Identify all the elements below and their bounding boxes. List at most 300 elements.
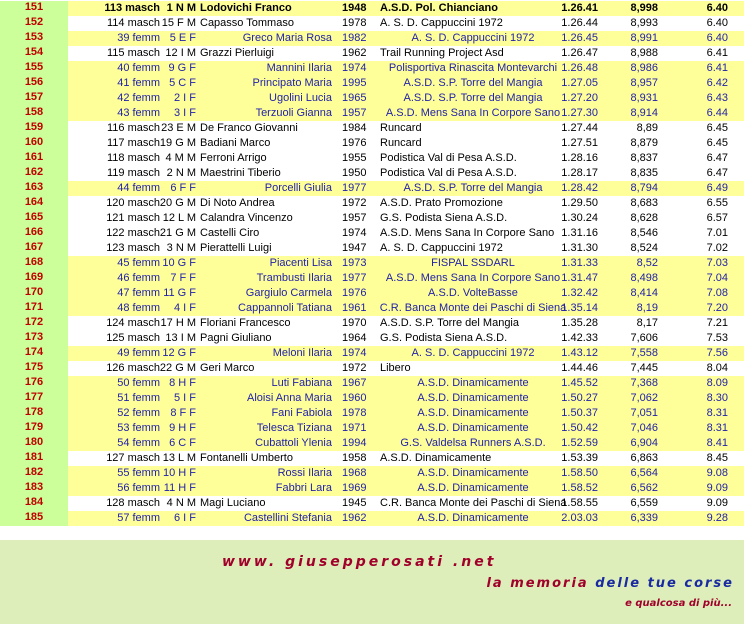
team-cell: A.S.D. Dinamicamente xyxy=(417,422,529,434)
table-row xyxy=(0,211,744,226)
athlete-name-cell: Capasso Tommaso xyxy=(200,17,294,29)
speed-cell: 8,628 xyxy=(630,212,658,224)
position-cell: 152 xyxy=(0,16,68,31)
speed-cell: 8,794 xyxy=(630,182,658,194)
birth-year-cell: 1973 xyxy=(342,257,367,269)
time-cell: 1.31.16 xyxy=(561,227,598,239)
speed-cell: 8,998 xyxy=(630,2,658,14)
athlete-name-cell: Fabbri Lara xyxy=(275,482,332,494)
team-cell: Libero xyxy=(380,362,411,374)
team-cell: Polisportiva Rinascita Montevarchi xyxy=(388,62,558,74)
category-rank-cell: 40 femm xyxy=(117,62,160,74)
time-cell: 1.35.28 xyxy=(561,317,598,329)
team-cell: A.S.D. Dinamicamente xyxy=(417,512,529,524)
position-cell: 184 xyxy=(0,496,68,511)
category-position-cell: 6 F F xyxy=(170,182,196,194)
birth-year-cell: 1964 xyxy=(342,332,367,344)
athlete-name-cell: Cubattoli Ylenia xyxy=(255,437,332,449)
time-cell: 1.27.30 xyxy=(561,107,598,119)
category-position-cell: 15 F M xyxy=(161,17,196,29)
table-row xyxy=(0,226,744,241)
birth-year-cell: 1977 xyxy=(342,272,367,284)
category-rank-cell: 57 femm xyxy=(117,512,160,524)
time-cell: 1.50.42 xyxy=(561,422,598,434)
athlete-name-cell: Castelli Ciro xyxy=(200,227,260,239)
category-rank-cell: 125 masch xyxy=(106,332,160,344)
birth-year-cell: 1960 xyxy=(342,392,367,404)
athlete-name-cell: Castellini Stefania xyxy=(243,512,332,524)
category-rank-cell: 117 masch xyxy=(107,137,160,149)
speed-cell: 8,524 xyxy=(630,242,658,254)
pace-cell: 7.03 xyxy=(706,257,728,269)
category-rank-cell: 122 masch xyxy=(106,227,160,239)
team-cell: A.S.D. S.P. Torre del Mangia xyxy=(403,182,543,194)
tagline-secondary: e qualcosa di più... xyxy=(625,598,732,609)
pace-cell: 6.40 xyxy=(706,32,728,44)
pace-cell: 7.04 xyxy=(706,272,728,284)
speed-cell: 7,051 xyxy=(630,407,658,419)
time-cell: 1.26.45 xyxy=(561,32,598,44)
category-position-cell: 2 I F xyxy=(173,92,196,104)
category-position-cell: 4 I F xyxy=(173,302,196,314)
category-position-cell: 4 N M xyxy=(166,497,196,509)
category-position-cell: 5 I F xyxy=(173,392,196,404)
birth-year-cell: 1962 xyxy=(342,512,367,524)
table-row xyxy=(0,166,744,181)
birth-year-cell: 1978 xyxy=(342,17,367,29)
time-cell: 1.58.50 xyxy=(561,467,598,479)
category-rank-cell: 113 masch xyxy=(104,2,160,14)
time-cell: 1.31.30 xyxy=(561,242,598,254)
table-row xyxy=(0,31,744,46)
pace-cell: 8.09 xyxy=(706,377,728,389)
speed-cell: 7,062 xyxy=(630,392,658,404)
team-cell: A. S. D. Cappuccini 1972 xyxy=(380,242,503,254)
athlete-name-cell: Telesca Tiziana xyxy=(256,422,332,434)
table-row xyxy=(0,436,744,451)
position-cell: 157 xyxy=(0,91,68,106)
position-cell: 174 xyxy=(0,346,68,361)
time-cell: 1.58.55 xyxy=(561,497,598,509)
athlete-name-cell: Lodovichi Franco xyxy=(200,2,292,14)
athlete-name-cell: Pierattelli Luigi xyxy=(200,242,272,254)
team-cell: A.S.D. Pol. Chianciano xyxy=(380,2,498,14)
category-position-cell: 22 G M xyxy=(159,362,196,374)
pace-cell: 8.04 xyxy=(706,362,728,374)
category-rank-cell: 49 femm xyxy=(117,347,160,359)
team-cell: FISPAL SSDARL xyxy=(431,257,515,269)
table-row xyxy=(0,331,744,346)
speed-cell: 8,546 xyxy=(630,227,658,239)
category-position-cell: 10 G F xyxy=(162,257,196,269)
athlete-name-cell: Maestrini Tiberio xyxy=(200,167,281,179)
pace-cell: 7.20 xyxy=(706,302,728,314)
category-rank-cell: 47 femm xyxy=(117,287,160,299)
table-row xyxy=(0,301,744,316)
athlete-name-cell: Luti Fabiana xyxy=(271,377,332,389)
time-cell: 1.29.50 xyxy=(561,197,598,209)
table-row xyxy=(0,46,744,61)
athlete-name-cell: Mannini Ilaria xyxy=(266,62,332,74)
athlete-name-cell: Fontanelli Umberto xyxy=(200,452,293,464)
birth-year-cell: 1961 xyxy=(342,302,367,314)
category-position-cell: 6 I F xyxy=(173,512,196,524)
category-rank-cell: 114 masch xyxy=(107,17,160,29)
category-rank-cell: 121 masch xyxy=(106,212,160,224)
team-cell: A.S.D. Prato Promozione xyxy=(380,197,503,209)
time-cell: 1.32.42 xyxy=(561,287,598,299)
position-cell: 166 xyxy=(0,226,68,241)
speed-cell: 8,89 xyxy=(636,122,658,134)
position-cell: 180 xyxy=(0,436,68,451)
time-cell: 1.27.20 xyxy=(561,92,598,104)
birth-year-cell: 1976 xyxy=(342,137,367,149)
team-cell: A.S.D. VolteBasse xyxy=(428,287,518,299)
category-rank-cell: 39 femm xyxy=(117,32,160,44)
table-row xyxy=(0,481,744,496)
pace-cell: 7.02 xyxy=(706,242,728,254)
position-cell: 181 xyxy=(0,451,68,466)
birth-year-cell: 1962 xyxy=(342,47,367,59)
category-position-cell: 23 E M xyxy=(161,122,196,134)
speed-cell: 8,414 xyxy=(630,287,658,299)
category-rank-cell: 53 femm xyxy=(117,422,160,434)
category-position-cell: 13 L M xyxy=(162,452,196,464)
category-rank-cell: 50 femm xyxy=(117,377,160,389)
category-position-cell: 17 H M xyxy=(160,317,196,329)
speed-cell: 7,606 xyxy=(630,332,658,344)
speed-cell: 8,914 xyxy=(630,107,658,119)
time-cell: 1.28.17 xyxy=(561,167,598,179)
time-cell: 1.26.48 xyxy=(561,62,598,74)
position-cell: 161 xyxy=(0,151,68,166)
athlete-name-cell: Fani Fabiola xyxy=(271,407,332,419)
speed-cell: 8,498 xyxy=(630,272,658,284)
birth-year-cell: 1977 xyxy=(342,182,367,194)
position-cell: 178 xyxy=(0,406,68,421)
table-row xyxy=(0,376,744,391)
team-cell: Trail Running Project Asd xyxy=(380,47,504,59)
birth-year-cell: 1982 xyxy=(342,32,367,44)
birth-year-cell: 1958 xyxy=(342,452,367,464)
category-position-cell: 21 G M xyxy=(159,227,196,239)
birth-year-cell: 1970 xyxy=(342,317,367,329)
table-row xyxy=(0,451,744,466)
footer xyxy=(0,540,744,624)
birth-year-cell: 1947 xyxy=(342,242,367,254)
athlete-name-cell: De Franco Giovanni xyxy=(200,122,298,134)
time-cell: 1.31.33 xyxy=(561,257,598,269)
time-cell: 1.31.47 xyxy=(561,272,598,284)
birth-year-cell: 1969 xyxy=(342,482,367,494)
table-row xyxy=(0,16,744,31)
position-cell: 183 xyxy=(0,481,68,496)
position-cell: 171 xyxy=(0,301,68,316)
athlete-name-cell: Trambusti Ilaria xyxy=(256,272,332,284)
birth-year-cell: 1972 xyxy=(342,362,367,374)
category-position-cell: 5 E F xyxy=(169,32,196,44)
speed-cell: 8,17 xyxy=(636,317,658,329)
birth-year-cell: 1972 xyxy=(342,197,367,209)
table-row xyxy=(0,196,744,211)
birth-year-cell: 1948 xyxy=(342,2,367,14)
speed-cell: 6,559 xyxy=(630,497,658,509)
table-row xyxy=(0,136,744,151)
position-cell: 176 xyxy=(0,376,68,391)
tagline-part-1: la memoria xyxy=(486,576,589,591)
team-cell: G.S. Podista Siena A.S.D. xyxy=(380,212,508,224)
category-position-cell: 10 H F xyxy=(162,467,196,479)
team-cell: A.S.D. Mens Sana In Corpore Sano xyxy=(385,107,561,119)
pace-cell: 6.57 xyxy=(706,212,728,224)
category-rank-cell: 44 femm xyxy=(117,182,160,194)
time-cell: 1.27.05 xyxy=(561,77,598,89)
pace-cell: 6.40 xyxy=(706,17,728,29)
speed-cell: 8,879 xyxy=(630,137,658,149)
table-row xyxy=(0,421,744,436)
position-cell: 177 xyxy=(0,391,68,406)
time-cell: 1.52.59 xyxy=(561,437,598,449)
table-row xyxy=(0,406,744,421)
pace-cell: 7.53 xyxy=(706,332,728,344)
position-cell: 158 xyxy=(0,106,68,121)
time-cell: 1.44.46 xyxy=(561,362,598,374)
speed-cell: 8,19 xyxy=(636,302,658,314)
speed-cell: 8,991 xyxy=(630,32,658,44)
pace-cell: 6.41 xyxy=(706,47,728,59)
pace-cell: 6.41 xyxy=(706,62,728,74)
table-row xyxy=(0,346,744,361)
position-cell: 179 xyxy=(0,421,68,436)
speed-cell: 6,904 xyxy=(630,437,658,449)
speed-cell: 8,986 xyxy=(630,62,658,74)
team-cell: A.S.D. S.P. Torre del Mangia xyxy=(403,77,543,89)
table-row xyxy=(0,496,744,511)
pace-cell: 9.08 xyxy=(706,467,728,479)
category-position-cell: 7 F F xyxy=(170,272,196,284)
athlete-name-cell: Ferroni Arrigo xyxy=(200,152,267,164)
category-position-cell: 12 I M xyxy=(165,47,196,59)
category-position-cell: 4 M M xyxy=(165,152,196,164)
category-position-cell: 3 N M xyxy=(166,242,196,254)
pace-cell: 6.45 xyxy=(706,122,728,134)
speed-cell: 8,988 xyxy=(630,47,658,59)
athlete-name-cell: Porcelli Giulia xyxy=(264,182,332,194)
birth-year-cell: 1978 xyxy=(342,407,367,419)
pace-cell: 7.01 xyxy=(706,227,728,239)
team-cell: G.S. Podista Siena A.S.D. xyxy=(380,332,508,344)
table-row xyxy=(0,256,744,271)
time-cell: 1.28.42 xyxy=(561,182,598,194)
table-row xyxy=(0,316,744,331)
position-cell: 154 xyxy=(0,46,68,61)
tagline xyxy=(486,576,734,591)
athlete-name-cell: Terzuoli Gianna xyxy=(255,107,332,119)
birth-year-cell: 1955 xyxy=(342,152,367,164)
pace-cell: 8.31 xyxy=(706,422,728,434)
category-rank-cell: 116 masch xyxy=(107,122,160,134)
category-position-cell: 6 C F xyxy=(169,437,196,449)
team-cell: G.S. Valdelsa Runners A.S.D. xyxy=(400,437,546,449)
athlete-name-cell: Grazzi Pierluigi xyxy=(200,47,274,59)
category-position-cell: 8 F F xyxy=(170,407,196,419)
birth-year-cell: 1994 xyxy=(342,437,367,449)
category-rank-cell: 126 masch xyxy=(106,362,160,374)
position-cell: 167 xyxy=(0,241,68,256)
team-cell: A.S.D. S.P. Torre del Mangia xyxy=(403,92,543,104)
pace-cell: 8.31 xyxy=(706,407,728,419)
position-cell: 182 xyxy=(0,466,68,481)
team-cell: Runcard xyxy=(380,122,422,134)
birth-year-cell: 1968 xyxy=(342,467,367,479)
category-position-cell: 9 H F xyxy=(169,422,196,434)
table-row xyxy=(0,181,744,196)
athlete-name-cell: Gargiulo Carmela xyxy=(245,287,332,299)
athlete-name-cell: Rossi Ilaria xyxy=(277,467,332,479)
pace-cell: 6.44 xyxy=(706,107,728,119)
category-position-cell: 12 G F xyxy=(162,347,196,359)
category-position-cell: 2 N M xyxy=(166,167,196,179)
team-cell: Podistica Val di Pesa A.S.D. xyxy=(380,152,517,164)
birth-year-cell: 1974 xyxy=(342,227,367,239)
position-cell: 164 xyxy=(0,196,68,211)
team-cell: A.S.D. Dinamicamente xyxy=(380,452,492,464)
athlete-name-cell: Aloisi Anna Maria xyxy=(247,392,332,404)
athlete-name-cell: Meloni Ilaria xyxy=(272,347,332,359)
time-cell: 1.26.47 xyxy=(561,47,598,59)
time-cell: 1.26.41 xyxy=(561,2,598,14)
table-row xyxy=(0,286,744,301)
pace-cell: 6.40 xyxy=(706,2,728,14)
speed-cell: 6,863 xyxy=(630,452,658,464)
time-cell: 1.35.14 xyxy=(561,302,598,314)
position-cell: 163 xyxy=(0,181,68,196)
category-rank-cell: 123 masch xyxy=(106,242,160,254)
athlete-name-cell: Badiani Marco xyxy=(200,137,271,149)
table-row xyxy=(0,391,744,406)
athlete-name-cell: Geri Marco xyxy=(200,362,255,374)
category-position-cell: 3 I F xyxy=(173,107,196,119)
pace-cell: 7.56 xyxy=(706,347,728,359)
table-row xyxy=(0,466,744,481)
time-cell: 1.50.37 xyxy=(561,407,598,419)
speed-cell: 8,993 xyxy=(630,17,658,29)
pace-cell: 8.45 xyxy=(706,452,728,464)
time-cell: 1.27.44 xyxy=(561,122,598,134)
category-position-cell: 19 G M xyxy=(159,137,196,149)
team-cell: Runcard xyxy=(380,137,422,149)
birth-year-cell: 1984 xyxy=(342,122,367,134)
table-row xyxy=(0,61,744,76)
category-rank-cell: 48 femm xyxy=(117,302,160,314)
table-row xyxy=(0,151,744,166)
birth-year-cell: 1945 xyxy=(342,497,367,509)
speed-cell: 7,445 xyxy=(630,362,658,374)
speed-cell: 8,931 xyxy=(630,92,658,104)
table-row xyxy=(0,106,744,121)
pace-cell: 6.55 xyxy=(706,197,728,209)
category-position-cell: 1 N M xyxy=(166,2,196,14)
category-rank-cell: 55 femm xyxy=(117,467,160,479)
position-cell: 185 xyxy=(0,511,68,526)
time-cell: 1.58.52 xyxy=(561,482,598,494)
speed-cell: 8,835 xyxy=(630,167,658,179)
table-row xyxy=(0,91,744,106)
category-rank-cell: 115 masch xyxy=(107,47,160,59)
team-cell: A.S.D. Dinamicamente xyxy=(417,407,529,419)
time-cell: 1.45.52 xyxy=(561,377,598,389)
athlete-name-cell: Principato Maria xyxy=(252,77,332,89)
athlete-name-cell: Floriani Francesco xyxy=(200,317,291,329)
pace-cell: 9.09 xyxy=(706,482,728,494)
category-rank-cell: 46 femm xyxy=(117,272,160,284)
table-row xyxy=(0,271,744,286)
speed-cell: 8,683 xyxy=(630,197,658,209)
category-position-cell: 13 I M xyxy=(165,332,196,344)
speed-cell: 8,837 xyxy=(630,152,658,164)
birth-year-cell: 1976 xyxy=(342,287,367,299)
birth-year-cell: 1974 xyxy=(342,62,367,74)
category-position-cell: 9 G F xyxy=(168,62,196,74)
position-cell: 169 xyxy=(0,271,68,286)
time-cell: 2.03.03 xyxy=(561,512,598,524)
birth-year-cell: 1995 xyxy=(342,77,367,89)
speed-cell: 7,046 xyxy=(630,422,658,434)
category-position-cell: 11 H F xyxy=(163,482,196,494)
pace-cell: 7.21 xyxy=(706,317,728,329)
time-cell: 1.53.39 xyxy=(561,452,598,464)
time-cell: 1.43.12 xyxy=(561,347,598,359)
pace-cell: 6.49 xyxy=(706,182,728,194)
team-cell: Podistica Val di Pesa A.S.D. xyxy=(380,167,517,179)
pace-cell: 9.28 xyxy=(706,512,728,524)
time-cell: 1.26.44 xyxy=(561,17,598,29)
birth-year-cell: 1974 xyxy=(342,347,367,359)
athlete-name-cell: Pagni Giuliano xyxy=(200,332,272,344)
category-rank-cell: 127 masch xyxy=(106,452,160,464)
category-rank-cell: 45 femm xyxy=(117,257,160,269)
athlete-name-cell: Piacenti Lisa xyxy=(269,257,332,269)
team-cell: A.S.D. Dinamicamente xyxy=(417,467,529,479)
category-rank-cell: 41 femm xyxy=(117,77,160,89)
category-rank-cell: 119 masch xyxy=(107,167,160,179)
position-cell: 165 xyxy=(0,211,68,226)
team-cell: A. S. D. Cappuccini 1972 xyxy=(411,32,535,44)
pace-cell: 6.47 xyxy=(706,152,728,164)
time-cell: 1.42.33 xyxy=(561,332,598,344)
category-rank-cell: 42 femm xyxy=(117,92,160,104)
category-rank-cell: 43 femm xyxy=(117,107,160,119)
position-cell: 173 xyxy=(0,331,68,346)
birth-year-cell: 1967 xyxy=(342,377,367,389)
table-row xyxy=(0,1,744,16)
position-cell: 172 xyxy=(0,316,68,331)
category-position-cell: 20 G M xyxy=(159,197,196,209)
team-cell: A.S.D. Dinamicamente xyxy=(417,482,529,494)
time-cell: 1.28.16 xyxy=(561,152,598,164)
position-cell: 151 xyxy=(0,1,68,16)
pace-cell: 7.08 xyxy=(706,287,728,299)
pace-cell: 8.41 xyxy=(706,437,728,449)
speed-cell: 7,368 xyxy=(630,377,658,389)
team-cell: A.S.D. Dinamicamente xyxy=(417,392,529,404)
tagline-part-2: delle tue corse xyxy=(588,576,734,591)
time-cell: 1.50.27 xyxy=(561,392,598,404)
time-cell: 1.30.24 xyxy=(561,212,598,224)
category-position-cell: 5 C F xyxy=(169,77,196,89)
site-link[interactable]: www. giusepperosati .net xyxy=(222,554,497,570)
category-rank-cell: 118 masch xyxy=(107,152,160,164)
